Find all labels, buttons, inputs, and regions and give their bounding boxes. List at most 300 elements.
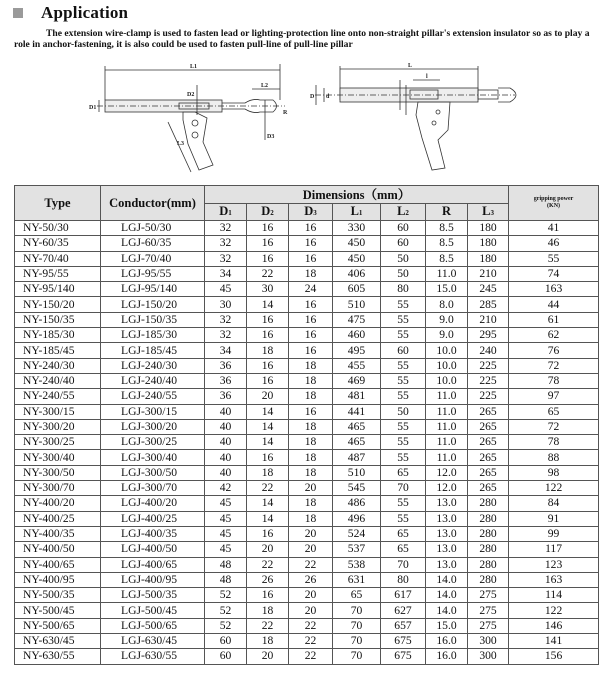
- cell-r: 11.0: [426, 404, 468, 419]
- cell-gripping-power: 74: [509, 266, 599, 281]
- cell-l3: 225: [468, 373, 509, 388]
- cell-r: 13.0: [426, 511, 468, 526]
- cell-gripping-power: 72: [509, 358, 599, 373]
- cell-gripping-power: 163: [509, 572, 599, 587]
- table-row: [15, 542, 599, 557]
- cell-r: 16.0: [426, 649, 468, 664]
- cell-l2: 675: [381, 649, 426, 664]
- cell-conductor: LGJ-60/35: [101, 236, 205, 251]
- table-row: [15, 419, 599, 434]
- cell-l1: 475: [333, 312, 381, 327]
- cell-l1: 455: [333, 358, 381, 373]
- cell-l3: 280: [468, 526, 509, 541]
- cell-d2: 18: [247, 634, 289, 649]
- label-r: R: [283, 110, 288, 116]
- header-d1: [205, 204, 247, 221]
- cell-d1: 32: [205, 328, 247, 343]
- header-d2: [247, 204, 289, 221]
- header-symbol: D: [304, 204, 314, 218]
- cell-d2: 22: [247, 266, 289, 281]
- cell-gripping-power: 62: [509, 328, 599, 343]
- header-subscript: 1: [228, 209, 232, 217]
- cell-l1: 450: [333, 236, 381, 251]
- cell-r: 14.0: [426, 603, 468, 618]
- cell-l3: 225: [468, 358, 509, 373]
- cell-conductor: LGJ-185/30: [101, 328, 205, 343]
- table-row: [15, 603, 599, 618]
- cell-d1: 40: [205, 404, 247, 419]
- cell-d2: 14: [247, 511, 289, 526]
- cell-l3: 265: [468, 465, 509, 480]
- cell-l3: 265: [468, 404, 509, 419]
- table-row: [15, 389, 599, 404]
- cell-d1: 36: [205, 373, 247, 388]
- cell-d1: 36: [205, 389, 247, 404]
- cell-l2: 70: [381, 557, 426, 572]
- cell-l1: 487: [333, 450, 381, 465]
- cell-l2: 65: [381, 526, 426, 541]
- cell-d3: 16: [289, 297, 333, 312]
- cell-d3: 20: [289, 603, 333, 618]
- cell-d2: 16: [247, 358, 289, 373]
- table-row: [15, 435, 599, 450]
- cell-d3: 18: [289, 435, 333, 450]
- table-row: [15, 557, 599, 572]
- cell-type: NY-95/55: [15, 266, 101, 281]
- table-row: [15, 312, 599, 327]
- cell-gripping-power: 46: [509, 236, 599, 251]
- cell-gripping-power: 141: [509, 634, 599, 649]
- cell-l3: 275: [468, 603, 509, 618]
- cell-d3: 18: [289, 465, 333, 480]
- cell-d3: 18: [289, 419, 333, 434]
- cell-type: NY-240/55: [15, 389, 101, 404]
- cell-type: NY-630/55: [15, 649, 101, 664]
- cell-r: 8.5: [426, 221, 468, 236]
- cell-d2: 18: [247, 603, 289, 618]
- table-row: [15, 496, 599, 511]
- cell-d3: 22: [289, 634, 333, 649]
- cell-l1: 70: [333, 618, 381, 633]
- label-l2: L2: [261, 83, 269, 89]
- cell-d1: 40: [205, 465, 247, 480]
- cell-r: 12.0: [426, 465, 468, 480]
- cell-l1: 538: [333, 557, 381, 572]
- cell-type: NY-150/35: [15, 312, 101, 327]
- table-row: [15, 481, 599, 496]
- label-d-small: d: [326, 94, 330, 100]
- cell-d2: 20: [247, 542, 289, 557]
- cell-l3: 280: [468, 542, 509, 557]
- cell-conductor: LGJ-400/50: [101, 542, 205, 557]
- header-gripping-power: [509, 186, 599, 221]
- cell-l2: 55: [381, 312, 426, 327]
- cell-l1: 70: [333, 634, 381, 649]
- cell-l1: 510: [333, 297, 381, 312]
- cell-l1: 537: [333, 542, 381, 557]
- cell-d3: 18: [289, 373, 333, 388]
- label-d-big: D: [310, 94, 315, 100]
- cell-l2: 55: [381, 358, 426, 373]
- cell-type: NY-300/25: [15, 435, 101, 450]
- cell-l1: 481: [333, 389, 381, 404]
- cell-conductor: LGJ-630/45: [101, 634, 205, 649]
- cell-d2: 20: [247, 649, 289, 664]
- cell-d1: 45: [205, 526, 247, 541]
- cell-l3: 180: [468, 221, 509, 236]
- cell-r: 14.0: [426, 572, 468, 587]
- cell-d2: 16: [247, 328, 289, 343]
- cell-gripping-power: 97: [509, 389, 599, 404]
- table-row: [15, 572, 599, 587]
- table-row: [15, 526, 599, 541]
- cell-l2: 65: [381, 542, 426, 557]
- cell-l3: 180: [468, 236, 509, 251]
- cell-d2: 22: [247, 481, 289, 496]
- cell-r: 8.5: [426, 236, 468, 251]
- cell-l1: 510: [333, 465, 381, 480]
- cell-type: NY-300/20: [15, 419, 101, 434]
- cell-conductor: LGJ-630/55: [101, 649, 205, 664]
- cell-d3: 16: [289, 312, 333, 327]
- cell-l1: 65: [333, 588, 381, 603]
- cell-l2: 55: [381, 435, 426, 450]
- cell-conductor: LGJ-95/140: [101, 282, 205, 297]
- cell-type: NY-70/40: [15, 251, 101, 266]
- cell-l3: 265: [468, 450, 509, 465]
- cell-d1: 32: [205, 312, 247, 327]
- cell-r: 8.5: [426, 251, 468, 266]
- cell-gripping-power: 72: [509, 419, 599, 434]
- cell-l2: 55: [381, 328, 426, 343]
- table-row: [15, 511, 599, 526]
- cell-l1: 605: [333, 282, 381, 297]
- cell-d2: 16: [247, 526, 289, 541]
- cell-d2: 30: [247, 282, 289, 297]
- cell-d1: 48: [205, 572, 247, 587]
- header-symbol: D: [261, 204, 271, 218]
- cell-type: NY-300/50: [15, 465, 101, 480]
- cell-gripping-power: 88: [509, 450, 599, 465]
- header-symbol: R: [441, 204, 452, 218]
- cell-gripping-power: 163: [509, 282, 599, 297]
- cell-l1: 496: [333, 511, 381, 526]
- cell-gripping-power: 123: [509, 557, 599, 572]
- cell-l2: 80: [381, 572, 426, 587]
- label-l: L: [408, 63, 413, 69]
- cell-l1: 450: [333, 251, 381, 266]
- cell-d3: 16: [289, 251, 333, 266]
- cell-d1: 48: [205, 557, 247, 572]
- cell-l1: 495: [333, 343, 381, 358]
- header-l3: [468, 204, 509, 221]
- header-l2: [381, 204, 426, 221]
- cell-type: NY-300/70: [15, 481, 101, 496]
- cell-gripping-power: 78: [509, 373, 599, 388]
- cell-d2: 16: [247, 236, 289, 251]
- cell-conductor: LGJ-300/50: [101, 465, 205, 480]
- cell-d3: 18: [289, 358, 333, 373]
- gripping-label: gripping power: [533, 196, 574, 202]
- cell-d1: 45: [205, 511, 247, 526]
- label-l3: L3: [177, 141, 185, 147]
- cell-l2: 60: [381, 343, 426, 358]
- table-row: [15, 266, 599, 281]
- cell-r: 14.0: [426, 588, 468, 603]
- cell-l3: 210: [468, 266, 509, 281]
- cell-gripping-power: 122: [509, 603, 599, 618]
- cell-gripping-power: 122: [509, 481, 599, 496]
- cell-l1: 486: [333, 496, 381, 511]
- cell-conductor: LGJ-70/40: [101, 251, 205, 266]
- cell-conductor: LGJ-300/70: [101, 481, 205, 496]
- header-subscript: 1: [358, 209, 363, 217]
- table-row: [15, 328, 599, 343]
- label-l-small: l: [426, 74, 428, 80]
- table-row: [15, 373, 599, 388]
- cell-l2: 55: [381, 511, 426, 526]
- cell-d1: 60: [205, 649, 247, 664]
- table-row: [15, 297, 599, 312]
- specifications-table: [14, 185, 599, 665]
- cell-d2: 16: [247, 373, 289, 388]
- label-l1: L1: [190, 64, 198, 70]
- cell-conductor: LGJ-300/20: [101, 419, 205, 434]
- cell-l3: 280: [468, 511, 509, 526]
- cell-type: NY-400/65: [15, 557, 101, 572]
- cell-l3: 210: [468, 312, 509, 327]
- cell-d2: 14: [247, 404, 289, 419]
- cell-conductor: LGJ-500/35: [101, 588, 205, 603]
- cell-gripping-power: 114: [509, 588, 599, 603]
- header-subscript: 3: [313, 209, 317, 217]
- cell-l2: 55: [381, 297, 426, 312]
- header-symbol: L: [482, 204, 491, 218]
- cell-l2: 50: [381, 251, 426, 266]
- cell-l1: 631: [333, 572, 381, 587]
- cell-d2: 22: [247, 618, 289, 633]
- cell-d3: 18: [289, 450, 333, 465]
- cell-d3: 20: [289, 526, 333, 541]
- cell-l3: 225: [468, 389, 509, 404]
- section-title: Application: [41, 3, 129, 22]
- cell-d1: 45: [205, 282, 247, 297]
- cell-l1: 70: [333, 603, 381, 618]
- cell-d1: 32: [205, 236, 247, 251]
- header-subscript: 3: [490, 209, 494, 217]
- cell-conductor: LGJ-400/20: [101, 496, 205, 511]
- cell-l2: 80: [381, 282, 426, 297]
- cell-d3: 20: [289, 588, 333, 603]
- cell-type: NY-95/140: [15, 282, 101, 297]
- cell-r: 9.0: [426, 312, 468, 327]
- gripping-unit: (KN): [547, 203, 561, 209]
- cell-l2: 657: [381, 618, 426, 633]
- header-subscript: 2: [405, 209, 409, 217]
- cell-l2: 60: [381, 221, 426, 236]
- cell-gripping-power: 41: [509, 221, 599, 236]
- cell-type: NY-500/65: [15, 618, 101, 633]
- header-l1: [333, 204, 381, 221]
- cell-r: 11.0: [426, 389, 468, 404]
- cell-type: NY-400/50: [15, 542, 101, 557]
- cell-r: 13.0: [426, 542, 468, 557]
- cell-l2: 55: [381, 419, 426, 434]
- cell-r: 11.0: [426, 266, 468, 281]
- cell-r: 11.0: [426, 435, 468, 450]
- cell-l3: 285: [468, 297, 509, 312]
- cell-r: 13.0: [426, 496, 468, 511]
- cell-l2: 675: [381, 634, 426, 649]
- cell-l2: 55: [381, 373, 426, 388]
- table-row: [15, 618, 599, 633]
- cell-conductor: LGJ-185/45: [101, 343, 205, 358]
- cell-conductor: LGJ-400/25: [101, 511, 205, 526]
- cell-d3: 16: [289, 404, 333, 419]
- cell-gripping-power: 55: [509, 251, 599, 266]
- cell-l3: 245: [468, 282, 509, 297]
- cell-r: 15.0: [426, 618, 468, 633]
- cell-d2: 14: [247, 419, 289, 434]
- cell-d1: 52: [205, 588, 247, 603]
- cell-l1: 406: [333, 266, 381, 281]
- cell-gripping-power: 117: [509, 542, 599, 557]
- cell-conductor: LGJ-240/30: [101, 358, 205, 373]
- cell-l3: 275: [468, 588, 509, 603]
- cell-d1: 32: [205, 251, 247, 266]
- cell-l3: 280: [468, 496, 509, 511]
- table-row: [15, 251, 599, 266]
- table-row: [15, 221, 599, 236]
- cell-conductor: LGJ-400/95: [101, 572, 205, 587]
- table-row: [15, 404, 599, 419]
- cell-type: NY-240/40: [15, 373, 101, 388]
- cell-d3: 22: [289, 618, 333, 633]
- cell-l2: 50: [381, 266, 426, 281]
- cell-l3: 180: [468, 251, 509, 266]
- cell-l3: 265: [468, 481, 509, 496]
- cell-d3: 18: [289, 266, 333, 281]
- cell-l2: 617: [381, 588, 426, 603]
- description-paragraph: The extension wire-clamp is used to fasten lead or lighting-protection line onto non-straight pillar's extension insulator so as to play a role in anchor-fastening, it is also could be used to fasten pull-line of pull-line pillar: [14, 28, 590, 50]
- cell-d1: 40: [205, 450, 247, 465]
- cell-conductor: LGJ-300/40: [101, 450, 205, 465]
- cell-r: 15.0: [426, 282, 468, 297]
- section-header: [13, 3, 128, 23]
- cell-r: 13.0: [426, 526, 468, 541]
- cell-d2: 26: [247, 572, 289, 587]
- cell-type: NY-185/45: [15, 343, 101, 358]
- left-clamp-drawing: [89, 60, 295, 175]
- cell-d3: 22: [289, 649, 333, 664]
- cell-r: 13.0: [426, 557, 468, 572]
- table-row: [15, 588, 599, 603]
- cell-d1: 52: [205, 603, 247, 618]
- cell-type: NY-60/35: [15, 236, 101, 251]
- cell-d2: 16: [247, 450, 289, 465]
- header-subscript: 2: [270, 209, 274, 217]
- header-r: [426, 204, 468, 221]
- cell-l1: 441: [333, 404, 381, 419]
- cell-r: 16.0: [426, 634, 468, 649]
- cell-d3: 22: [289, 557, 333, 572]
- cell-l1: 330: [333, 221, 381, 236]
- cell-type: NY-400/35: [15, 526, 101, 541]
- cell-l2: 627: [381, 603, 426, 618]
- header-d3: [289, 204, 333, 221]
- table-row: [15, 282, 599, 297]
- cell-d1: 45: [205, 542, 247, 557]
- cell-l3: 300: [468, 634, 509, 649]
- header-dimensions: Dimensions（mm）: [205, 186, 509, 204]
- cell-type: NY-185/30: [15, 328, 101, 343]
- cell-d1: 34: [205, 343, 247, 358]
- table-row: [15, 236, 599, 251]
- cell-d2: 16: [247, 251, 289, 266]
- cell-d3: 16: [289, 236, 333, 251]
- cell-l3: 265: [468, 419, 509, 434]
- cell-d2: 18: [247, 465, 289, 480]
- cell-r: 10.0: [426, 373, 468, 388]
- cell-l3: 295: [468, 328, 509, 343]
- cell-type: NY-500/35: [15, 588, 101, 603]
- cell-d1: 45: [205, 496, 247, 511]
- cell-l1: 465: [333, 435, 381, 450]
- cell-d1: 32: [205, 221, 247, 236]
- cell-gripping-power: 99: [509, 526, 599, 541]
- cell-gripping-power: 78: [509, 435, 599, 450]
- header-symbol: L: [397, 204, 406, 218]
- cell-d3: 16: [289, 221, 333, 236]
- cell-d1: 40: [205, 435, 247, 450]
- cell-type: NY-240/30: [15, 358, 101, 373]
- cell-gripping-power: 61: [509, 312, 599, 327]
- cell-d2: 14: [247, 297, 289, 312]
- cell-d1: 42: [205, 481, 247, 496]
- cell-conductor: LGJ-400/65: [101, 557, 205, 572]
- cell-d1: 60: [205, 634, 247, 649]
- cell-gripping-power: 65: [509, 404, 599, 419]
- cell-l1: 524: [333, 526, 381, 541]
- cell-r: 10.0: [426, 343, 468, 358]
- cell-l1: 469: [333, 373, 381, 388]
- cell-d2: 16: [247, 588, 289, 603]
- cell-type: NY-400/25: [15, 511, 101, 526]
- table-row: [15, 450, 599, 465]
- cell-d3: 26: [289, 572, 333, 587]
- cell-l2: 60: [381, 236, 426, 251]
- cell-l3: 300: [468, 649, 509, 664]
- header-type: Type: [15, 186, 101, 221]
- cell-type: NY-500/45: [15, 603, 101, 618]
- cell-d3: 16: [289, 343, 333, 358]
- cell-conductor: LGJ-240/55: [101, 389, 205, 404]
- header-symbol: L: [350, 204, 359, 218]
- label-d2: D2: [187, 92, 195, 98]
- cell-r: 11.0: [426, 450, 468, 465]
- label-d3: D3: [267, 134, 275, 140]
- cell-r: 9.0: [426, 328, 468, 343]
- cell-conductor: LGJ-500/45: [101, 603, 205, 618]
- cell-r: 10.0: [426, 358, 468, 373]
- cell-l3: 280: [468, 557, 509, 572]
- cell-type: NY-400/20: [15, 496, 101, 511]
- square-bullet-icon: [13, 8, 23, 18]
- cell-d1: 52: [205, 618, 247, 633]
- cell-l2: 55: [381, 389, 426, 404]
- cell-d3: 20: [289, 481, 333, 496]
- cell-r: 11.0: [426, 419, 468, 434]
